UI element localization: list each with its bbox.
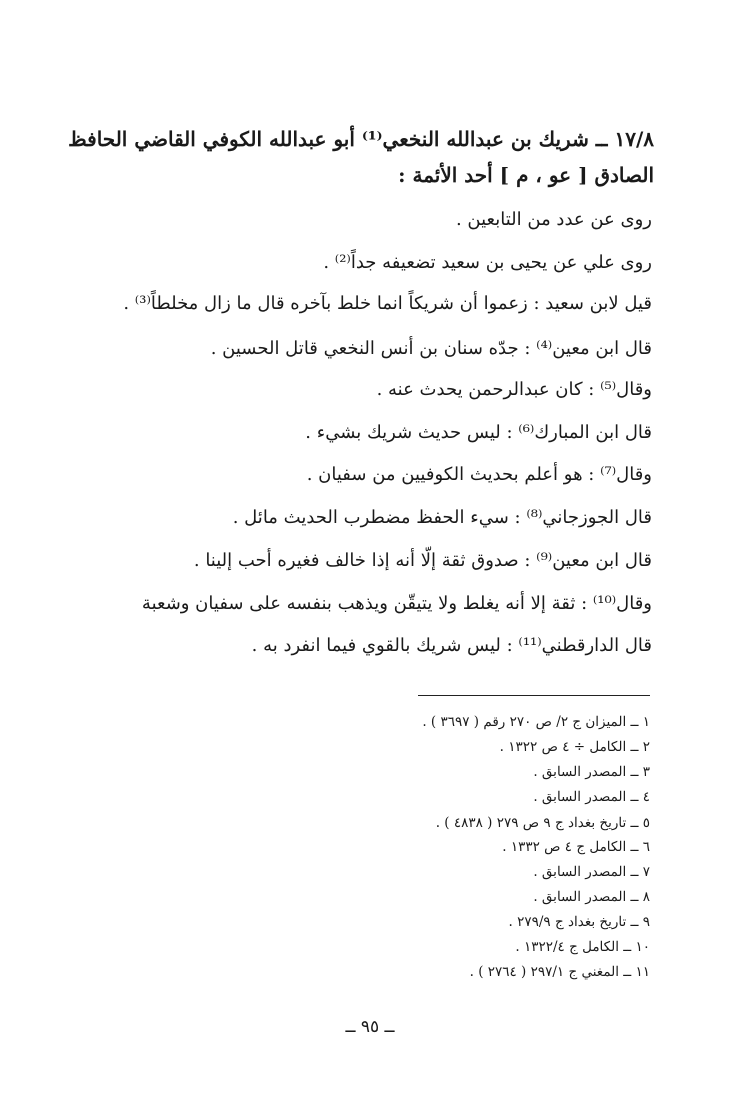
- footnote-11: ١١ ــ المغني ج ٢٩٧/١ ( ٢٧٦٤ ) .: [469, 964, 650, 980]
- footnote-10: ١٠ ــ الكامل ج ١٣٢٢/٤ .: [515, 939, 650, 955]
- body-line-5: وقال⁽⁵⁾ : كان عبدالرحمن يحدث عنه .: [376, 379, 652, 400]
- footnote-6: ٦ ــ الكامل ج ٤ ص ١٣٣٢ .: [502, 839, 650, 855]
- body-line-3: قيل لابن سعيد : زعموا أن شريكاً انما خلط بآخره قال ما زال مخلطاً⁽³⁾ .: [123, 293, 652, 314]
- body-line-4: قال ابن معين⁽⁴⁾ : جدّه سنان بن أنس النخعي قاتل الحسين .: [210, 338, 652, 359]
- body-line-10: وقال⁽¹⁰⁾ : ثقة إلا أنه يغلط ولا يتيقّن ويذهب بنفسه على سفيان وشعبة: [141, 593, 652, 614]
- footnote-5: ٥ ــ تاريخ بغداد ج ٩ ص ٢٧٩ ( ٤٨٣٨ ) .: [435, 815, 650, 831]
- body-line-7: وقال⁽⁷⁾ : هو أعلم بحديث الكوفيين من سفيان .: [306, 464, 652, 485]
- footnote-8: ٨ ــ المصدر السابق .: [533, 889, 650, 905]
- footnote-9: ٩ ــ تاريخ بغداد ج ٢٧٩/٩ .: [508, 914, 650, 930]
- body-line-2: روى علي عن يحيى بن سعيد تضعيفه جداً⁽²⁾ .: [323, 252, 652, 273]
- footnote-2: ٢ ــ الكامل ÷ ٤ ص ١٣٢٢ .: [499, 739, 650, 755]
- entry-heading-line-1: ١٧/٨ ــ شريك بن عبدالله النخعي⁽¹⁾ أبو عبدالله الكوفي القاضي الحافظ: [68, 127, 654, 151]
- footnote-7: ٧ ــ المصدر السابق .: [533, 864, 650, 880]
- body-line-1: روى عن عدد من التابعين .: [455, 209, 652, 230]
- footnote-divider: [418, 695, 650, 696]
- body-line-11: قال الدارقطني⁽¹¹⁾ : ليس شريك بالقوي فيما انفرد به .: [251, 635, 652, 656]
- body-line-9: قال ابن معين⁽⁹⁾ : صدوق ثقة إلّا أنه إذا خالف فغيره أحب إلينا .: [193, 550, 652, 571]
- footnote-3: ٣ ــ المصدر السابق .: [533, 764, 650, 780]
- body-line-8: قال الجوزجاني⁽⁸⁾ : سيء الحفظ مضطرب الحديث مائل .: [232, 507, 652, 528]
- footnote-1: ١ ــ الميزان ج ٢/ ص ٢٧٠ رقم ( ٣٦٩٧ ) .: [422, 714, 650, 730]
- footnote-4: ٤ ــ المصدر السابق .: [533, 789, 650, 805]
- entry-heading-line-2: الصادق [ عو ، م ] أحد الأئمة :: [398, 163, 654, 187]
- body-line-6: قال ابن المبارك⁽⁶⁾ : ليس حديث شريك بشيء .: [305, 422, 652, 443]
- page-number: ــ ٩٥ ــ: [345, 1017, 395, 1037]
